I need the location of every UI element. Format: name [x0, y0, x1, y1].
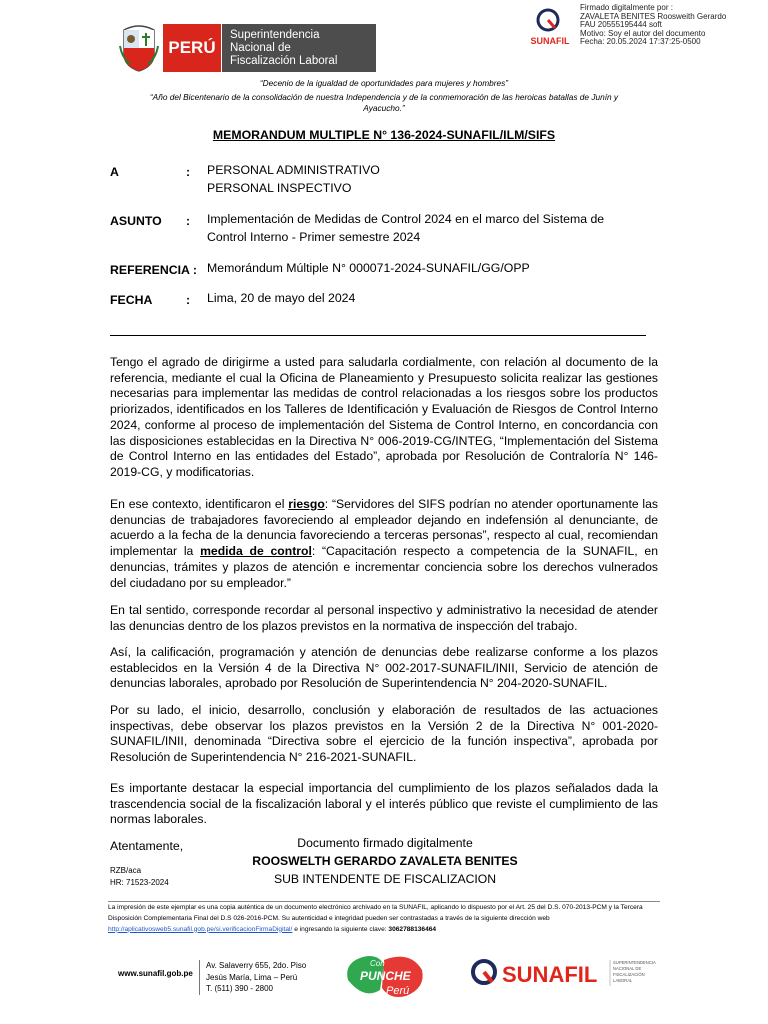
campaign-text: PUNCHE	[360, 969, 411, 983]
subject-line: Implementación de Medidas de Control 2024 en el marco del Sistema de	[207, 212, 605, 226]
date-label: FECHA	[110, 293, 153, 307]
memo-title: MEMORANDUM MULTIPLE N° 136-2024-SUNAFIL/ILM/SIFS	[212, 128, 556, 142]
website[interactable]: www.sunafil.gob.pe	[118, 969, 193, 978]
verification-link[interactable]: http://aplicativosweb5.sunafil.gob.pe/si.verificacionFirmaDigital/	[108, 925, 293, 933]
signature-line: FAU 20555195444 soft	[580, 20, 662, 30]
recipient: PERSONAL ADMINISTRATIVO	[207, 163, 380, 177]
signature-logo-text: SUNAFIL	[530, 36, 570, 46]
institution-name	[222, 24, 376, 72]
institution-line: Nacional de	[230, 42, 291, 54]
peru-coat-of-arms	[120, 24, 158, 72]
authenticity-text: La impresión de este ejemplar es una copia auténtica de un documento electrónico archivado en la SUNAFIL, aplicando lo dispuesto por el Art. 25 del D.S. 070-2013-PCM y la Tercera Disposición Complementaria Final del D.S 026-2016-PCM. Su autenticidad e integridad pueden ser contrastadas a través de la siguiente dirección web	[108, 904, 643, 922]
colon: :	[186, 293, 191, 307]
peru-label: PERÚ	[163, 24, 221, 72]
signature-block	[250, 834, 520, 888]
reference-label: REFERENCIA :	[110, 263, 197, 277]
motto-year-cont: Ayacucho.”	[363, 103, 405, 113]
sunafil-subtitle: LABORAL	[613, 978, 633, 983]
signer-name: ROOSWELTH GERARDO ZAVALETA BENITES	[252, 854, 518, 868]
sunafil-subtitle: NACIONAL DE	[613, 966, 642, 971]
sunafil-subtitle: SUPERINTENDENCIA	[613, 960, 656, 965]
colon: :	[186, 165, 191, 179]
paragraph-2-text: En ese contexto, identificaron el	[110, 497, 289, 511]
institution-line: Fiscalización Laboral	[230, 55, 338, 67]
to-label: A	[110, 165, 119, 179]
verification-key: 3062788136464	[388, 925, 437, 933]
signer-position: SUB INTENDENTE DE FISCALIZACION	[273, 872, 497, 886]
address	[199, 960, 306, 995]
signature-line: Firmado digitalmente por :	[580, 3, 673, 12]
signed-note: Documento firmado digitalmente	[297, 836, 473, 850]
motto-decade: “Decenio de la igualdad de oportunidades para mujeres y hombres”	[259, 78, 509, 88]
signature-line: ZAVALETA BENITES Roosweith Gerardo	[580, 11, 727, 21]
address-line: T. (511) 390 - 2800	[206, 984, 274, 993]
signature-line: Fecha: 20.05.2024 17:37:25-0500	[580, 37, 701, 47]
digital-signature-stamp	[580, 4, 768, 47]
subject-line: Control Interno - Primer semestre 2024	[207, 229, 421, 244]
paragraph-5: Por su lado, el inicio, desarrollo, conclusión y elaboración de resultados de las actuaciones inspectivas, debe observar los plazos previstos en la Versión 2 de la Directiva N° 001-2020-SUNAFIL/INII, denominada “Directiva sobre el ejercicio de la función inspectiva”, aprobada por Resolución de Superintendencia N° 216-2021-SUNAFIL.	[110, 703, 658, 765]
motto-year: “Año del Bicentenario de la consolidación de nuestra Independencia y de la conmemoración de las heroicas batallas de Junín y	[149, 92, 619, 102]
institution-line: Superintendencia	[230, 29, 320, 41]
separator-line	[110, 335, 646, 336]
recipient: PERSONAL INSPECTIVO	[207, 180, 352, 195]
address-line: Jesús María, Lima – Perú	[206, 972, 298, 982]
to-value	[207, 162, 667, 197]
address-line: Av. Salaverry 655, 2do. Piso	[206, 961, 307, 970]
closing-greeting: Atentamente,	[110, 839, 184, 853]
initials: RZB/aca	[110, 866, 142, 875]
signature-line: Motivo: Soy el autor del documento	[580, 28, 706, 38]
paragraph-6: Es importante destacar la especial importancia del cumplimiento de los plazos señalados dada la trascendencia social de la fiscalización laboral y el interés público que reviste el cumplimiento de las normas laborales.	[110, 781, 658, 827]
sunafil-subtitle: FISCALIZACIÓN	[613, 972, 645, 977]
paragraph-2	[110, 497, 658, 591]
paragraph-1: Tengo el agrado de dirigirme a usted para saludarla cordialmente, con relación al documento de la referencia, mediante el cual la Oficina de Planeamiento y Presupuesto solicita realizar las gestiones necesarias para implementar las medidas de control relacionadas a los riesgos sobre los productos priorizados, identificados en los Talleres de Identificación y Evaluación de Riesgos de Control Interno 2024, conforme al proceso de implementación del Sistema de Control Interno, en concordancia con las disposiciones establecidas en la Directiva N° 006-2019-CG/INTEG, “Implementación del Sistema de Control Interno en las entidades del Estado”, aprobada por Resolución de Contraloría N° 146-2019-CG, y modificatorias.	[110, 355, 658, 479]
subject-value	[207, 211, 667, 246]
paragraph-2-text: : “Capacitación respecto a competencia de la SUNAFIL, en denuncias, trámites y plazos de atención e incrementar conciencia sobre los derechos vulnerados del ciudadano por su empleador.”	[110, 544, 658, 590]
paragraph-2-text: : “Servidores del SIFS podrían no atender oportunamente las denuncias de trabajadores favoreciendo al empleador dejando en indefensión al denunciante, de acuerdo a la fecha de la denuncia favoreciendo a terceras personas”, respecto al cual, recomiendan implementar la	[110, 497, 658, 559]
control-measure-term: medida de control	[200, 544, 312, 559]
sunafil-logo	[470, 954, 656, 994]
risk-term: riesgo	[288, 497, 325, 511]
campaign-text: Perú	[386, 985, 410, 997]
colon: :	[186, 214, 191, 228]
authenticity-text: e ingresando la siguiente clave:	[292, 925, 389, 933]
document-hr: HR: 71523-2024	[110, 878, 169, 887]
paragraph-4: Así, la calificación, programación y atención de denuncias debe realizarse conforme a los plazos establecidos en la Versión 4 de la Directiva N° 002-2017-SUNAFIL/INII, Servicio de atención de denuncias laborales, aprobado por Resolución de Superintendencia N° 204-2020-SUNAFIL.	[110, 645, 658, 691]
footer-separator	[108, 901, 660, 902]
authenticity-note	[108, 903, 660, 935]
paragraph-3: En tal sentido, corresponde recordar al personal inspectivo y administrativo la necesidad de atender las denuncias dentro de los plazos previstos en la normativa de inspección del trabajo.	[110, 603, 658, 633]
digital-signature-logo	[524, 6, 576, 48]
campaign-text: Con	[370, 959, 385, 968]
subject-label: ASUNTO	[110, 214, 162, 228]
con-punche-peru-logo	[340, 950, 430, 1002]
date-value: Lima, 20 de mayo del 2024	[207, 291, 356, 305]
sunafil-logo-text: SUNAFIL	[502, 962, 598, 987]
reference-value: Memorándum Múltiple N° 000071-2024-SUNAFIL/GG/OPP	[207, 261, 530, 275]
